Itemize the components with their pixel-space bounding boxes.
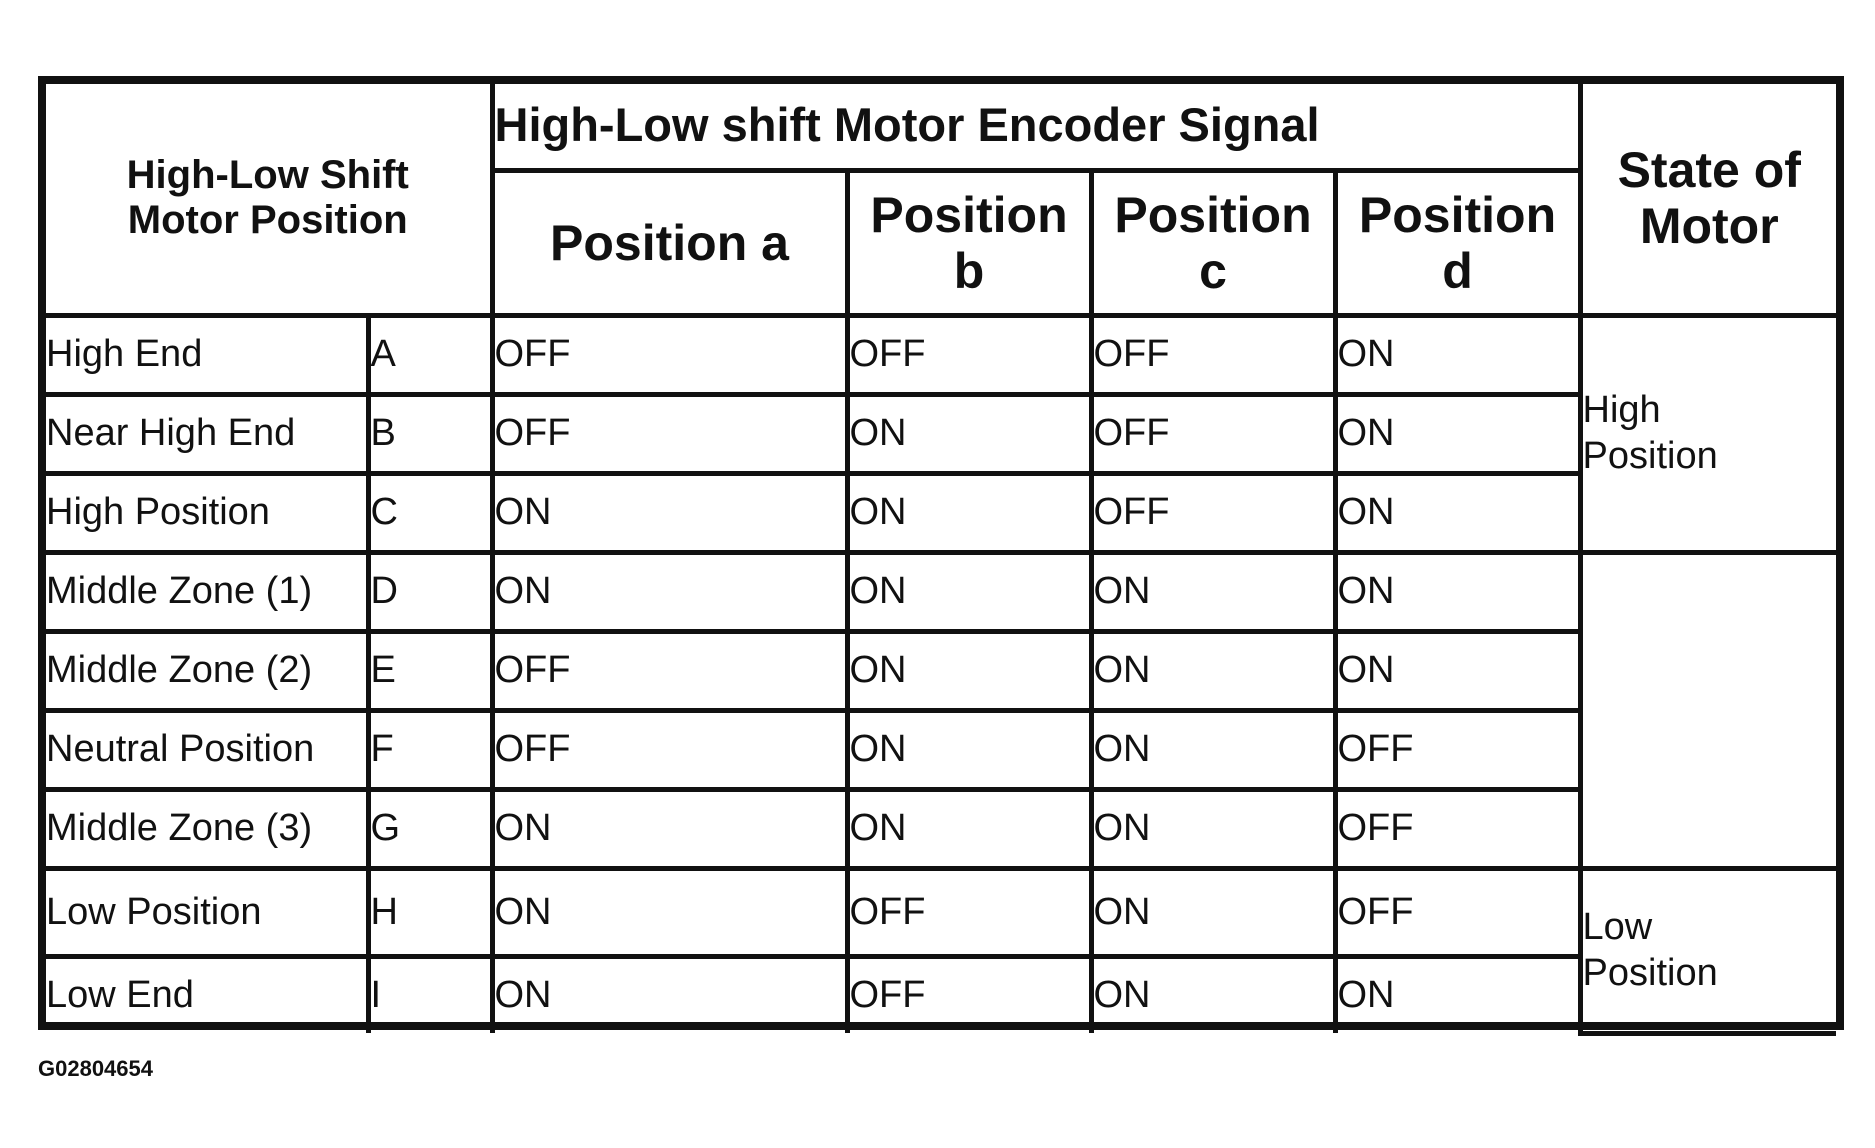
state-low-position [1580, 868, 1836, 1033]
signal-a: ON [492, 552, 847, 631]
signal-c: OFF [1091, 394, 1335, 473]
row-code: B [368, 394, 492, 473]
row-name: Near High End [46, 394, 368, 473]
row-code: E [368, 631, 492, 710]
signal-d: OFF [1335, 710, 1580, 789]
signal-c: OFF [1091, 315, 1335, 394]
signal-c: ON [1091, 552, 1335, 631]
row-name: Neutral Position [46, 710, 368, 789]
signal-b: ON [847, 631, 1091, 710]
signal-b: ON [847, 710, 1091, 789]
header-position-b-text: Position b [870, 186, 1068, 299]
row-code: G [368, 789, 492, 868]
figure-code: G02804654 [38, 1056, 153, 1081]
row-code: I [368, 956, 492, 1033]
table-row [46, 394, 1836, 473]
state-low-position-text: Low Position [1582, 905, 1718, 994]
header-state-of-motor-text: State of Motor [1617, 142, 1801, 255]
signal-c: ON [1091, 631, 1335, 710]
signal-a: OFF [492, 394, 847, 473]
signal-d: ON [1335, 473, 1580, 552]
state-high-position [1580, 315, 1836, 552]
signal-d: OFF [1335, 789, 1580, 868]
signal-d: ON [1335, 315, 1580, 394]
signal-a: OFF [492, 710, 847, 789]
signal-b: ON [847, 552, 1091, 631]
signal-b: ON [847, 473, 1091, 552]
signal-a: OFF [492, 315, 847, 394]
encoder-signal-table [46, 84, 1836, 1036]
header-position-d [1335, 170, 1580, 315]
signal-a: ON [492, 473, 847, 552]
row-name: High End [46, 315, 368, 394]
table-row [46, 473, 1836, 552]
signal-a: ON [492, 956, 847, 1033]
row-code: D [368, 552, 492, 631]
signal-c: ON [1091, 789, 1335, 868]
signal-b: OFF [847, 315, 1091, 394]
row-name: Low Position [46, 868, 368, 956]
signal-d: OFF [1335, 868, 1580, 956]
state-middle-zone [1580, 552, 1836, 868]
signal-d: ON [1335, 394, 1580, 473]
signal-d: ON [1335, 631, 1580, 710]
header-position-c [1091, 170, 1335, 315]
row-name: High Position [46, 473, 368, 552]
header-encoder-signal-text: High-Low shift Motor Encoder Signal [494, 98, 1320, 152]
signal-a: ON [492, 789, 847, 868]
signal-a: OFF [492, 631, 847, 710]
table-row [46, 552, 1836, 631]
header-position-d-text: Position d [1358, 186, 1557, 299]
signal-b: OFF [847, 956, 1091, 1033]
table-row [46, 868, 1836, 956]
signal-c: OFF [1091, 473, 1335, 552]
header-state-of-motor [1580, 84, 1836, 315]
table-row [46, 789, 1836, 868]
table-row [46, 956, 1836, 1033]
header-position-c-text: Position c [1114, 186, 1312, 299]
header-motor-position [46, 84, 492, 315]
signal-d: ON [1335, 552, 1580, 631]
signal-b: ON [847, 789, 1091, 868]
row-code: A [368, 315, 492, 394]
row-name: Low End [46, 956, 368, 1033]
header-motor-position-text: High-Low Shift Motor Position [126, 153, 409, 243]
row-code: F [368, 710, 492, 789]
table-row [46, 710, 1836, 789]
table-row [46, 631, 1836, 710]
header-position-a [492, 170, 847, 315]
row-name: Middle Zone (3) [46, 789, 368, 868]
signal-c: ON [1091, 710, 1335, 789]
signal-d: ON [1335, 956, 1580, 1033]
header-encoder-signal [492, 84, 1580, 170]
row-name: Middle Zone (2) [46, 631, 368, 710]
header-position-a-text: Position a [550, 214, 789, 271]
row-code: C [368, 473, 492, 552]
signal-b: OFF [847, 868, 1091, 956]
state-high-position-text: High Position [1582, 388, 1718, 477]
row-code: H [368, 868, 492, 956]
signal-c: ON [1091, 956, 1335, 1033]
row-name: Middle Zone (1) [46, 552, 368, 631]
table-row [46, 315, 1836, 394]
header-position-b [847, 170, 1091, 315]
signal-c: ON [1091, 868, 1335, 956]
signal-a: ON [492, 868, 847, 956]
encoder-signal-table-frame [38, 76, 1844, 1030]
signal-b: ON [847, 394, 1091, 473]
